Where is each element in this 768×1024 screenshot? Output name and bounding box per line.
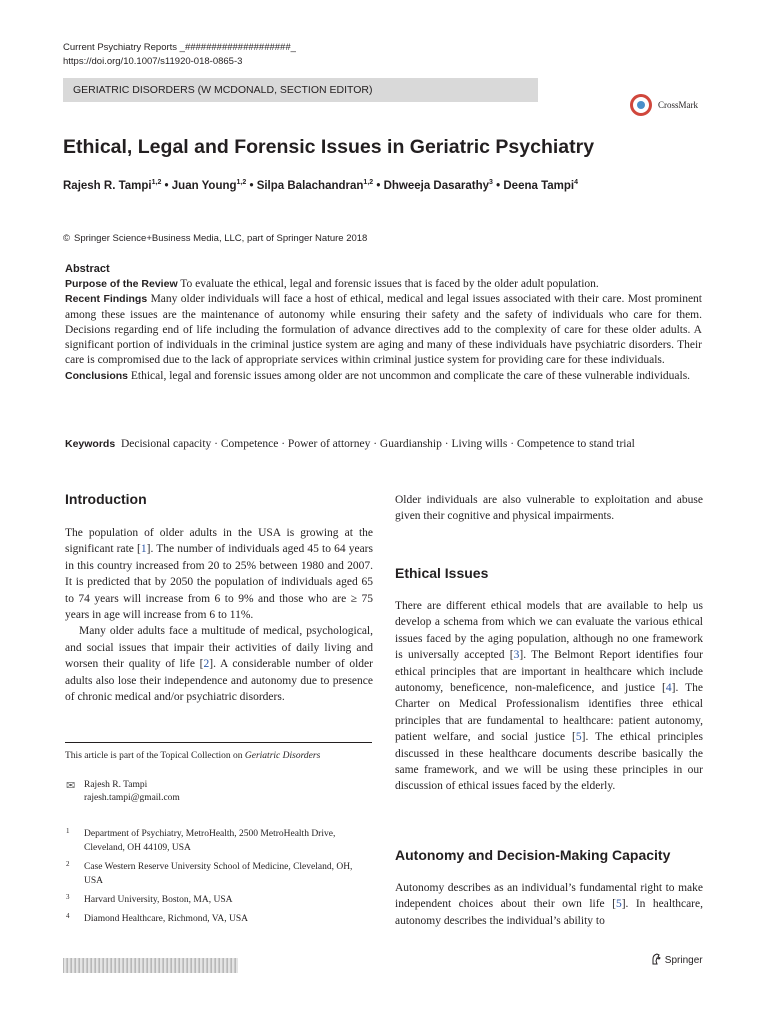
keywords-label: Keywords <box>65 438 116 450</box>
intro-paragraph-2 <box>65 623 373 705</box>
abstract-findings <box>65 292 702 368</box>
autonomy-paragraph <box>395 880 703 929</box>
ethical-issues-heading: Ethical Issues <box>395 565 489 581</box>
author-list <box>63 179 703 192</box>
author-affiliation-marker: 1,2 <box>363 179 374 186</box>
footer-barcode <box>63 958 238 973</box>
author-affiliation-marker: 1,2 <box>151 179 162 186</box>
ethical-text-a: There are different ethical models that are available to help us develop a schema from which we can evaluate the various ethical issues faced by the aging population, although no one framework is universally accepted [ <box>395 600 703 662</box>
crossmark-icon <box>630 94 652 116</box>
doi-link[interactable]: https://doi.org/10.1007/s11920-018-0865-3 <box>63 56 243 67</box>
introduction-heading: Introduction <box>65 491 147 507</box>
purpose-label: Purpose of the Review <box>65 278 178 290</box>
abstract-body <box>65 277 702 384</box>
affiliation-item <box>66 827 366 855</box>
intro-p2-text-a: Many older adults face a multitude of medical, psychological, and social issues that impair their activities of daily living and worsen their quality of life [ <box>65 625 373 671</box>
citation-link[interactable]: 3 <box>513 649 520 662</box>
citation-link[interactable]: 5 <box>575 731 582 744</box>
conclusions-text: Ethical, legal and forensic issues among older are not uncommon and complicate the care of these vulnerable individuals. <box>130 369 691 382</box>
findings-text: Many older individuals will face a host of ethical, medical and legal issues associated with their care. Most prominent among these issues are the maintenance of autonomy while ensuring their safety and the safety of individuals who care for them. Decisions regarding end of life including the formulation of advance directives add to the complexity of care for these older adults. A significant portion of individuals in the criminal justice system are aging and many of these individuals have psychiatric disorders. Their care is compromised due to the lack of appropriate services within criminal justice system for providing care for these individuals. <box>65 293 702 367</box>
ethical-paragraph <box>395 598 703 795</box>
findings-label: Recent Findings <box>65 293 148 306</box>
abstract-purpose <box>65 277 702 292</box>
autonomy-heading: Autonomy and Decision-Making Capacity <box>395 847 671 863</box>
springer-logo <box>650 953 703 966</box>
author-separator: • <box>373 179 384 192</box>
intro-paragraph-1 <box>65 525 373 623</box>
affiliation-item <box>66 893 366 907</box>
topical-collection-note <box>65 750 373 763</box>
ethical-text-d: ]. The ethical principles discussed in these healthcare documents describe basically the same framework, and we will be using these principles in our discussion of ethical issues faced by the elderly. <box>395 731 703 793</box>
author-separator: • <box>161 179 172 192</box>
author-affiliation-marker: 1,2 <box>236 179 247 186</box>
author-name[interactable]: Deena Tampi <box>503 179 575 192</box>
keywords-text: Decisional capacity · Competence · Power of attorney · Guardianship · Living wills · Competence to stand trial <box>120 438 635 450</box>
affiliation-item <box>66 912 366 926</box>
affiliation-text: Case Western Reserve University School of Medicine, Cleveland, OH, USA <box>84 862 353 886</box>
ethical-issues-body <box>395 598 703 795</box>
affiliation-number: 4 <box>66 912 70 920</box>
affiliation-item <box>66 860 366 888</box>
topical-note-text: This article is part of the Topical Collection on <box>65 751 245 761</box>
intro-p1-text-b: ]. The number of individuals aged 45 to 64 years in this country increased from 20 to 25% between 1980 and 2007. It is predicted that by 2050 the population of individuals aged 65 to 74 years will increase from 6 to 9% and those who are ≥ 75 years in age will increase from 6 to 11%. <box>65 543 373 622</box>
autonomy-body <box>395 880 703 929</box>
horse-icon <box>650 953 662 965</box>
corresp-name: Rajesh R. Tampi <box>84 780 148 790</box>
footnote-divider <box>65 742 372 743</box>
author-separator: • <box>246 179 257 192</box>
citation-link[interactable]: 1 <box>140 543 147 556</box>
affiliation-number: 2 <box>66 860 70 868</box>
ethical-text-c: ]. The Charter on Medical Professionalism identifies three ethical principles that are fundamental to healthcare: patient autonomy, patient welfare, and social justice [ <box>395 682 703 744</box>
autonomy-text-b: ]. In healthcare, autonomy describes the individual’s ability to <box>395 898 703 927</box>
corresponding-author <box>84 779 180 805</box>
author-name[interactable]: Dhweeja Dasarathy <box>383 179 490 192</box>
journal-line: Current Psychiatry Reports _####################_ <box>63 42 296 53</box>
autonomy-text-a: Autonomy describes as an individual’s fundamental right to make independent choices about their own life [ <box>395 882 703 911</box>
article-title: Ethical, Legal and Forensic Issues in Geriatric Psychiatry <box>63 136 595 158</box>
intro-p1-text-a: The population of older adults in the USA is growing at the significant rate [ <box>65 527 373 556</box>
conclusions-label: Conclusions <box>65 369 129 382</box>
citation-link[interactable]: 4 <box>665 682 672 695</box>
author-name[interactable]: Rajesh R. Tampi <box>63 179 152 192</box>
introduction-body <box>65 525 373 705</box>
copyright-icon: © <box>63 233 70 244</box>
author-name[interactable]: Silpa Balachandran <box>256 179 364 192</box>
affiliation-text: Department of Psychiatry, MetroHealth, 2500 MetroHealth Drive, Cleveland, OH 44109, USA <box>84 829 336 853</box>
affiliation-text: Harvard University, Boston, MA, USA <box>84 895 233 905</box>
abstract-heading: Abstract <box>65 263 110 275</box>
crossmark-badge[interactable] <box>630 94 710 122</box>
topical-note-collection: Geriatric Disorders <box>244 751 321 761</box>
affiliation-text: Diamond Healthcare, Richmond, VA, USA <box>84 914 249 924</box>
corresp-email[interactable]: rajesh.tampi@gmail.com <box>84 793 180 803</box>
ethical-text-b: ]. The Belmont Report identifies four ethical principles that are important in healthcare which include autonomy, beneficence, non-maleficence, and justice [ <box>395 649 703 695</box>
author-name[interactable]: Juan Young <box>171 179 237 192</box>
author-separator: • <box>492 179 504 192</box>
crossmark-label: CrossMark <box>658 100 698 110</box>
section-label: GERIATRIC DISORDERS (W MCDONALD, SECTION EDITOR) <box>73 84 373 96</box>
copyright-line <box>63 233 367 244</box>
mail-icon: ✉ <box>66 780 76 792</box>
affiliation-number: 1 <box>66 827 70 835</box>
abstract-conclusions <box>65 369 702 384</box>
affiliation-number: 3 <box>66 893 70 901</box>
section-bar <box>63 78 538 102</box>
keywords-line <box>65 438 705 450</box>
intro-p2-text-b: ]. A considerable number of older adults also lose their independence and autonomy due to presence of chronic medical and/or psychiatric disorders. <box>65 658 373 704</box>
copyright-text: Springer Science+Business Media, LLC, part of Springer Nature 2018 <box>74 233 368 244</box>
continued-paragraph: Older individuals are also vulnerable to exploitation and abuse given their cognitive and physical impairments. <box>395 494 703 523</box>
author-affiliation-marker: 4 <box>574 179 579 186</box>
citation-link[interactable]: 5 <box>615 898 622 911</box>
author-affiliation-marker: 3 <box>489 179 493 186</box>
publisher-name: Springer <box>664 955 703 966</box>
purpose-text: To evaluate the ethical, legal and forensic issues that is faced by the older adult population. <box>180 278 599 290</box>
citation-link[interactable]: 2 <box>203 658 210 671</box>
